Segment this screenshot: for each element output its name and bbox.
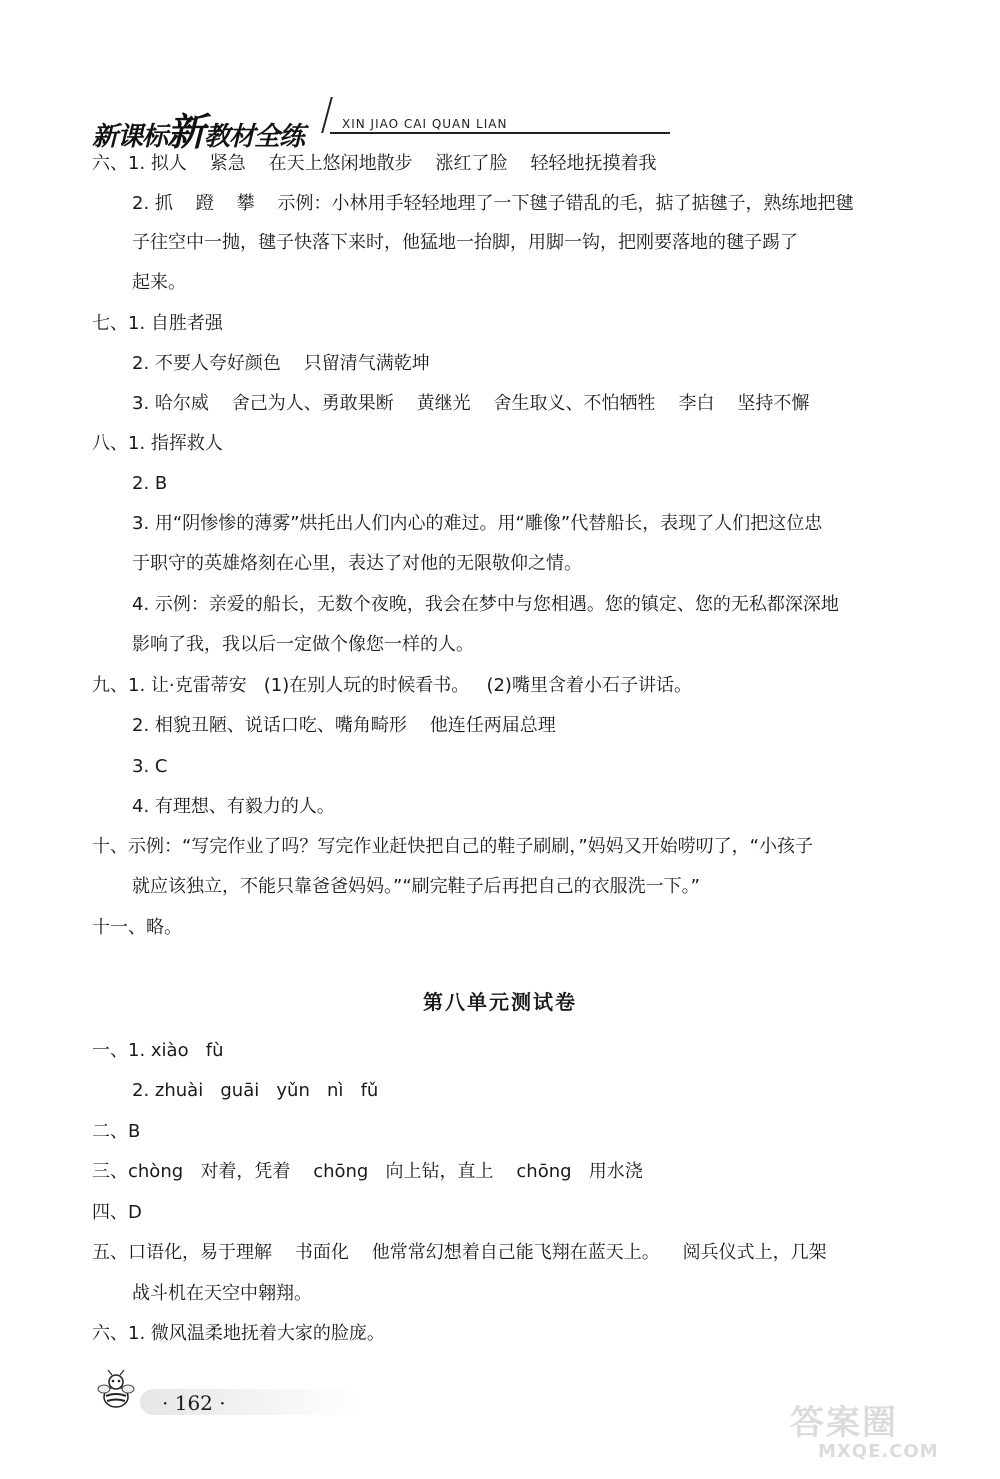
- page-footer: [92, 1355, 292, 1425]
- answer-line: 三、chòng 对着，凭着 chōng 向上钻，直上 chōng 用水浇: [92, 1161, 643, 1182]
- answer-line: 2. 相貌丑陋、说话口吃、嘴角畸形 他连任两届总理: [132, 715, 556, 736]
- answer-line: 一、1. xiào fù: [92, 1040, 224, 1061]
- answer-line: 四、D: [92, 1202, 142, 1223]
- answer-line: 八、1. 指挥救人: [92, 433, 223, 454]
- answer-line: 就应该独立，不能只靠爸爸妈妈。”“刷完鞋子后再把自己的衣服洗一下。”: [132, 876, 700, 897]
- watermark-text-en: MXQE.COM: [818, 1441, 939, 1462]
- section-title: 第八单元测试卷: [423, 990, 577, 1014]
- answer-line: 起来。: [132, 272, 186, 293]
- answer-line: 十、示例：“写完作业了吗？写完作业赶快把自己的鞋子刷刷，”妈妈又开始唠叨了，“小孩子: [92, 836, 813, 857]
- answer-line: 二、B: [92, 1121, 141, 1142]
- answer-line: 六、1. 拟人 紧急 在天上悠闲地散步 涨红了脸 轻轻地抚摸着我: [92, 153, 657, 174]
- logo-pinyin: XIN JIAO CAI QUAN LIAN: [342, 117, 508, 131]
- answer-line: 六、1. 微风温柔地抚着大家的脸庞。: [92, 1323, 385, 1344]
- answer-line: 十一、略。: [92, 917, 182, 938]
- header-underline: [330, 132, 670, 134]
- answer-line: 2. zhuài guāi yǔn nì fǔ: [132, 1080, 379, 1101]
- logo-big-char: 新: [167, 109, 205, 154]
- watermark: [780, 1395, 980, 1465]
- answer-line: 2. 抓 蹬 攀 示例：小林用手轻轻地理了一下毽子错乱的毛，掂了掂毽子，熟练地把毽: [132, 193, 854, 214]
- answer-line: 战斗机在天空中翱翔。: [132, 1283, 312, 1304]
- answer-line: 2. B: [132, 473, 168, 494]
- header-divider-slash: [321, 97, 333, 133]
- bee-mascot-icon: [96, 1369, 136, 1413]
- answer-line: 七、1. 自胜者强: [92, 313, 223, 334]
- page-header: [92, 95, 912, 154]
- logo-prefix: 新课标: [92, 122, 168, 152]
- answer-line: 影响了我，我以后一定做个像您一样的人。: [132, 634, 474, 655]
- answer-line: 4. 示例：亲爱的船长，无数个夜晚，我会在梦中与您相遇。您的镇定、您的无私都深深地: [132, 594, 839, 615]
- answer-line: 2. 不要人夸好颜色 只留清气满乾坤: [132, 353, 430, 374]
- answer-line: 3. C: [132, 756, 168, 777]
- answer-line: 于职守的英雄烙刻在心里，表达了对他的无限敬仰之情。: [132, 553, 582, 574]
- logo-suffix: 教材全练: [204, 122, 305, 152]
- page-number: · 162 ·: [162, 1391, 226, 1415]
- answer-line: 3. 哈尔威 舍己为人、勇敢果断 黄继光 舍生取义、不怕牺牲 李白 坚持不懈: [132, 393, 810, 414]
- watermark-text-cn: 答案圈: [790, 1403, 898, 1443]
- answer-line: 3. 用“阴惨惨的薄雾”烘托出人们内心的难过。用“雕像”代替船长，表现了人们把这位忠: [132, 513, 823, 534]
- answer-line: 子往空中一抛，毽子快落下来时，他猛地一抬脚，用脚一钩，把刚要落地的毽子踢了: [132, 232, 798, 253]
- answer-line: 4. 有理想、有毅力的人。: [132, 796, 335, 817]
- answer-line: 九、1. 让·克雷蒂安 (1)在别人玩的时候看书。 (2)嘴里含着小石子讲话。: [92, 675, 692, 696]
- book-logo: [92, 101, 304, 156]
- answer-line: 五、口语化，易于理解 书面化 他常常幻想着自己能飞翔在蓝天上。 阅兵仪式上，几架: [92, 1242, 827, 1263]
